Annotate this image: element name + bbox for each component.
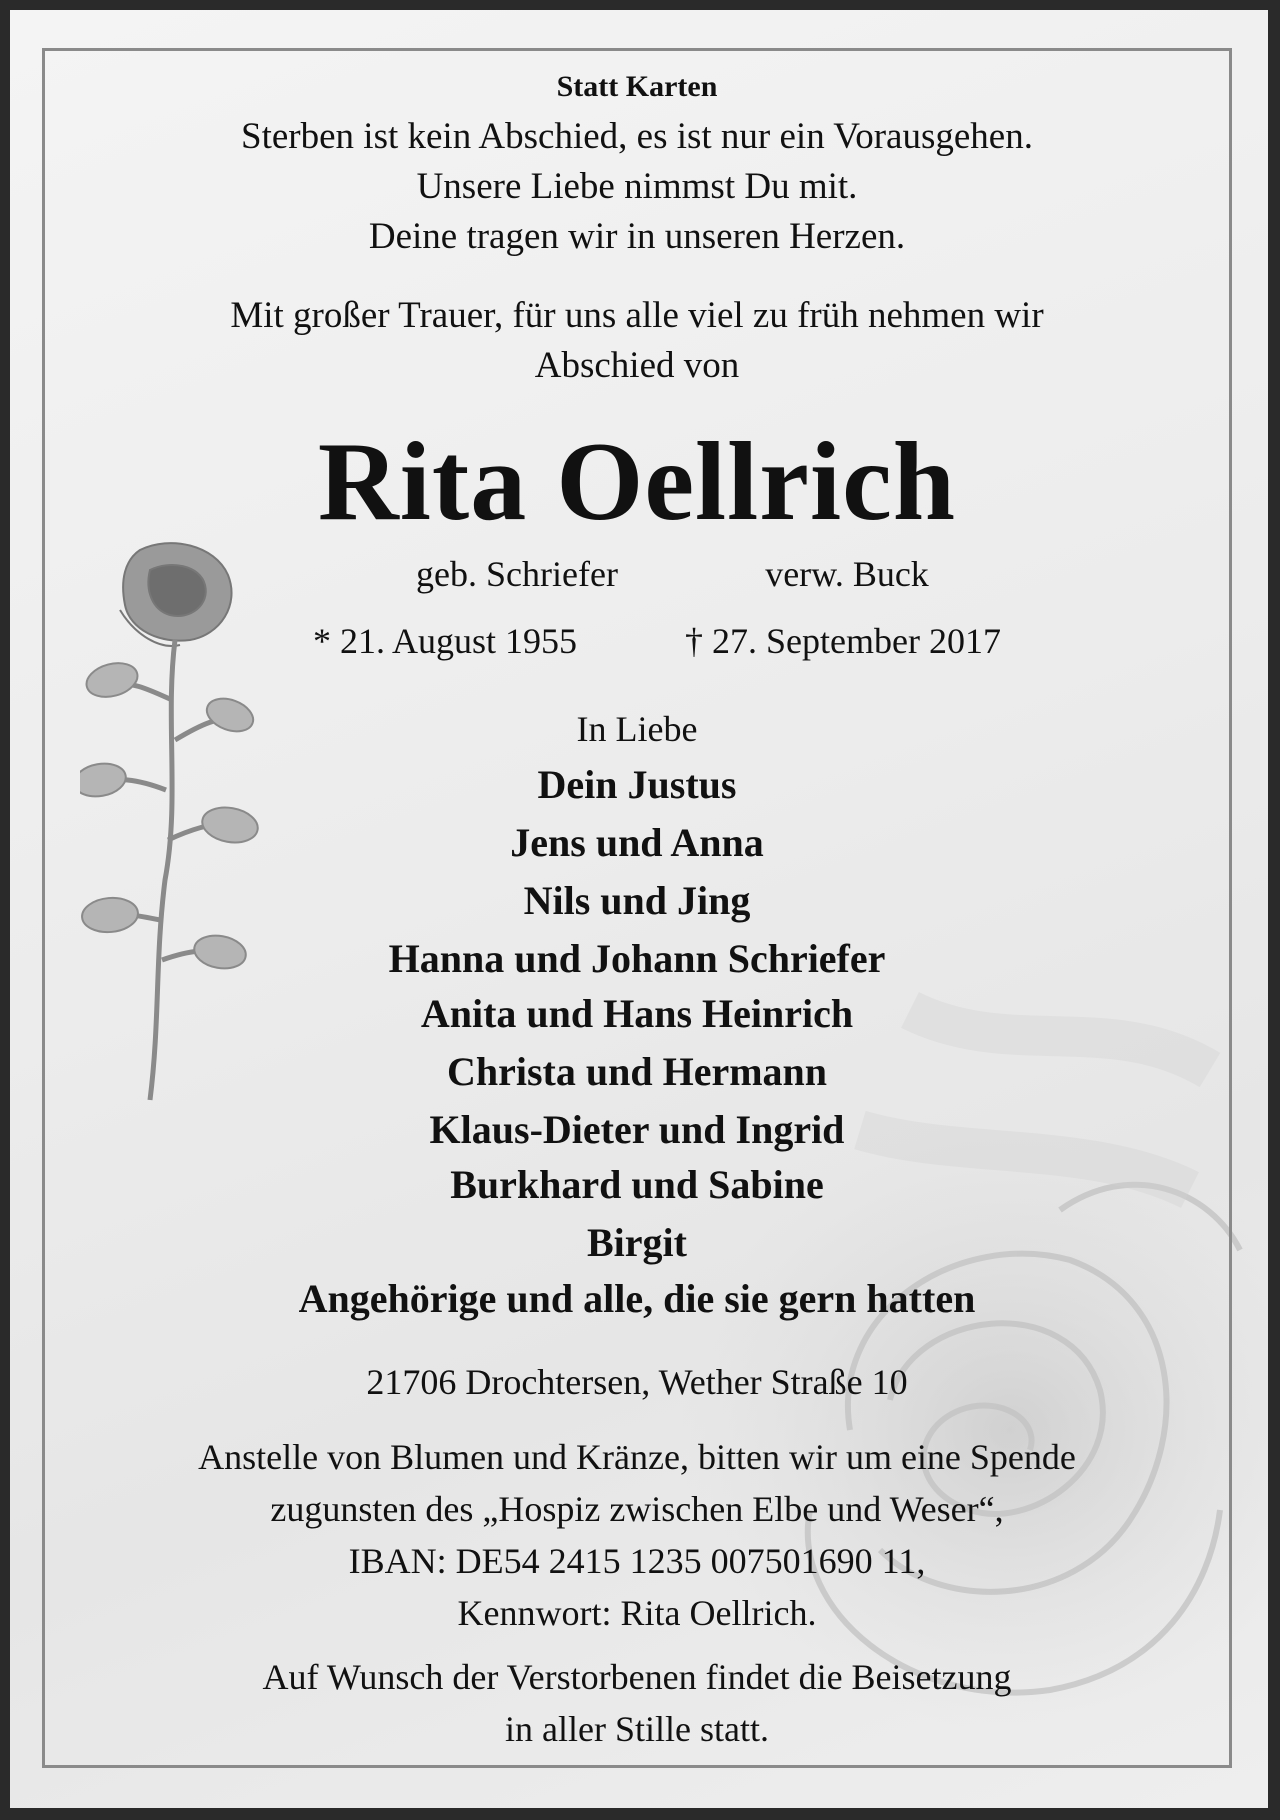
intro-line-1: Mit großer Trauer, für uns alle viel zu früh nehmen wir <box>230 295 1044 336</box>
donation-line-1: Anstelle von Blumen und Kränze, bitten wir um eine Spende <box>198 1437 1076 1477</box>
donation-line-2: zugunsten des „Hospiz zwischen Elbe und Weser“, <box>270 1489 1004 1529</box>
donation-line-4: Kennwort: Rita Oellrich. <box>457 1593 817 1633</box>
obituary-card <box>10 10 1268 1808</box>
death-date: † 27. September 2017 <box>685 621 1001 661</box>
family-line: Christa und Hermann <box>446 1049 828 1094</box>
family-line: Angehörige und alle, die sie gern hatten <box>298 1276 976 1321</box>
closing-line-1: Auf Wunsch der Verstorbenen findet die Beisetzung <box>262 1657 1012 1697</box>
widowed-name: verw. Buck <box>765 554 929 594</box>
family-line: Klaus-Dieter und Ingrid <box>429 1107 845 1152</box>
header: Statt Karten <box>556 70 718 103</box>
verse-line-3: Deine tragen wir in unseren Herzen. <box>368 216 906 257</box>
family-line: Burkhard und Sabine <box>450 1162 824 1207</box>
donation-line-3: IBAN: DE54 2415 1235 007501690 11, <box>348 1541 926 1581</box>
birth-date: * 21. August 1955 <box>312 621 578 661</box>
address: 21706 Drochtersen, Wether Straße 10 <box>366 1362 908 1402</box>
closing-line-2: in aller Stille statt. <box>505 1709 769 1749</box>
deceased-name: Rita Oellrich <box>317 420 957 544</box>
family-line: Hanna und Johann Schriefer <box>388 936 886 981</box>
verse-line-2: Unsere Liebe nimmst Du mit. <box>416 166 858 207</box>
birth-name: geb. Schriefer <box>416 554 618 594</box>
family-line: Birgit <box>587 1220 687 1265</box>
family-line: Jens und Anna <box>510 820 764 865</box>
family-line: Anita und Hans Heinrich <box>420 991 854 1036</box>
family-line: Nils und Jing <box>523 878 751 923</box>
family-line: Dein Justus <box>537 762 737 807</box>
intro-line-2: Abschied von <box>534 345 740 386</box>
in-love: In Liebe <box>576 709 698 749</box>
verse-line-1: Sterben ist kein Abschied, es ist nur ein Vorausgehen. <box>241 116 1033 157</box>
